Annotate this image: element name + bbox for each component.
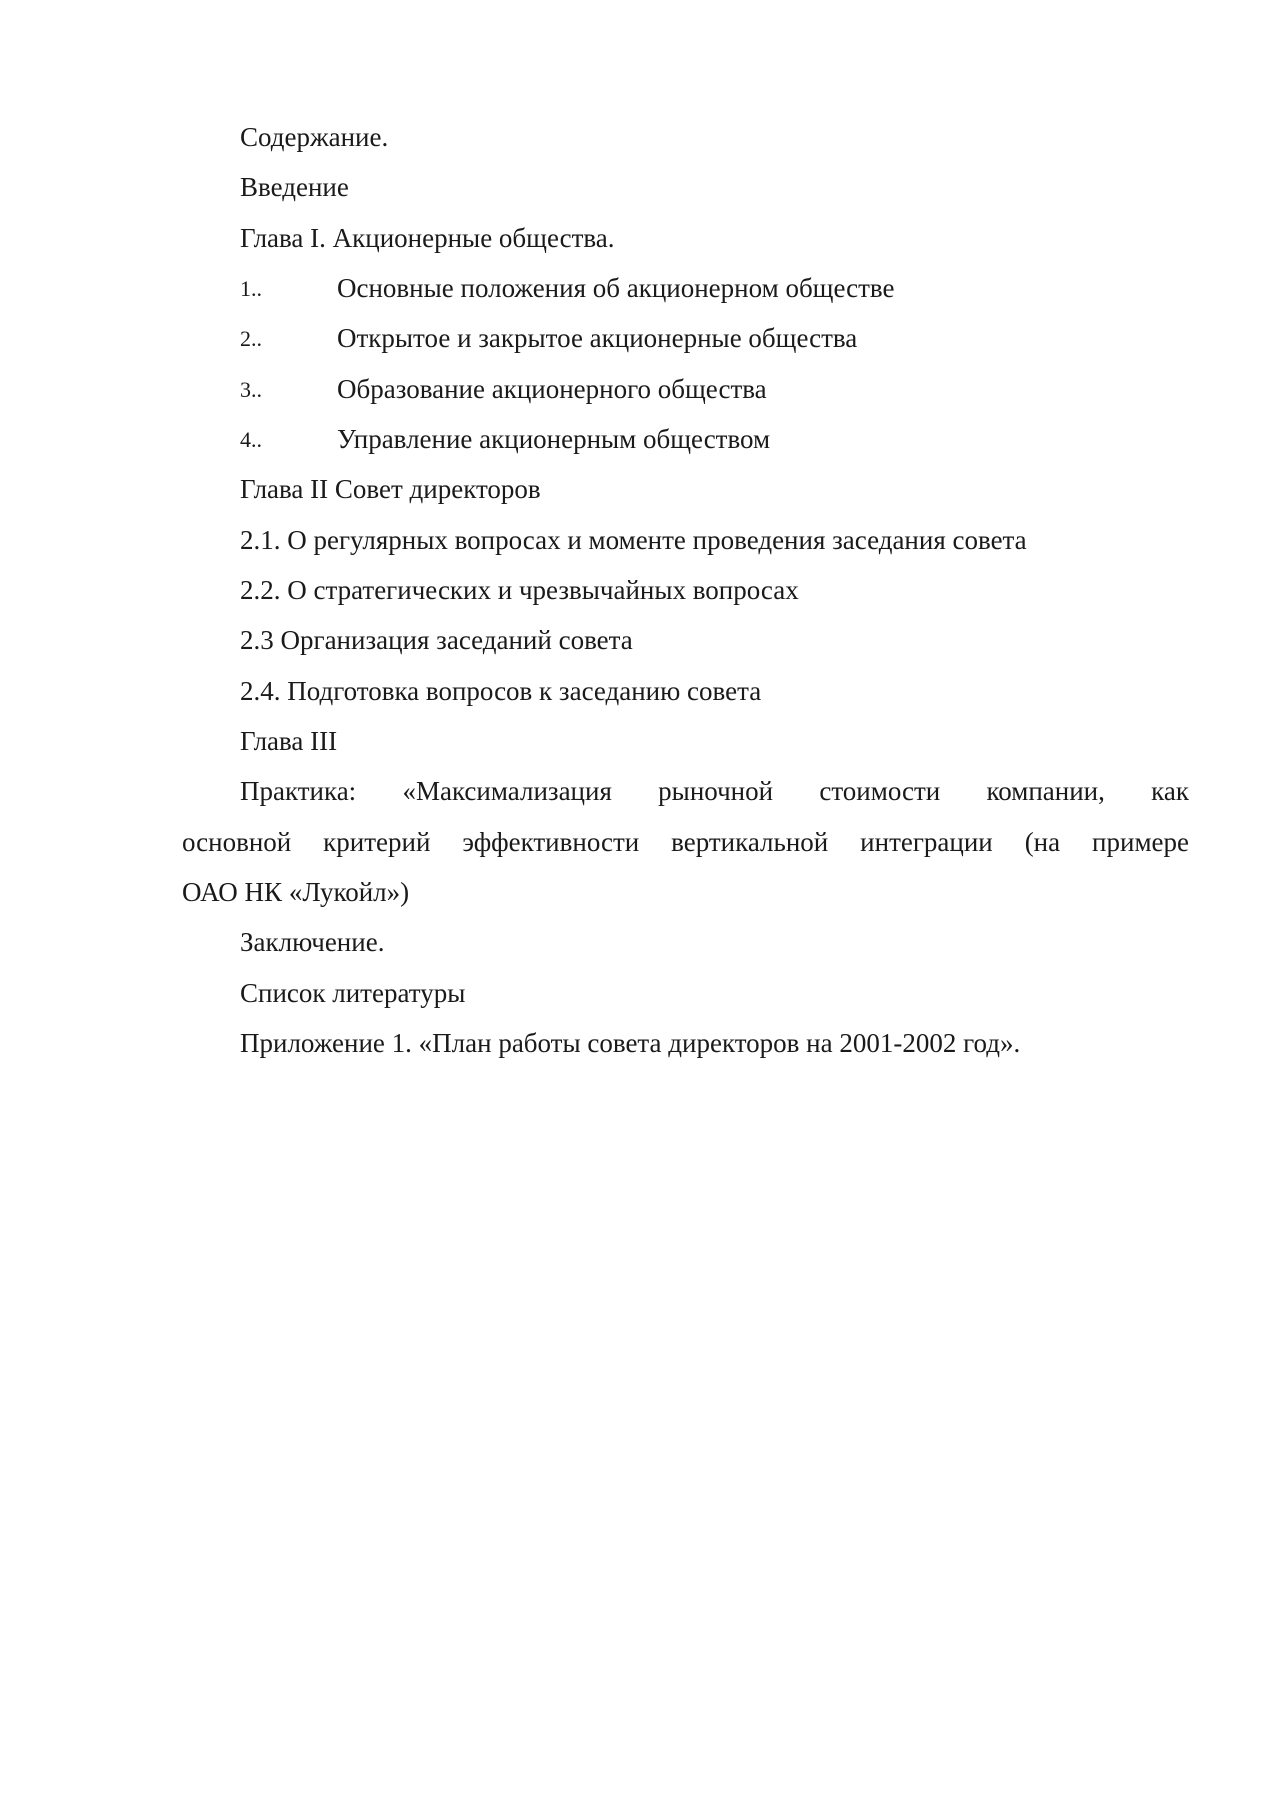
chapter-2-item-3: 2.3 Организация заседаний совета <box>240 625 633 655</box>
toc-introduction: Введение <box>240 172 349 202</box>
chapter-1-title: Глава I. Акционерные общества. <box>240 223 615 253</box>
chapter-1-item-3-number: 3.. <box>240 377 262 402</box>
toc-heading: Содержание. <box>240 122 389 152</box>
chapter-1-item-1-number: 1.. <box>240 276 262 301</box>
chapter-2-title: Глава II Совет директоров <box>240 474 541 504</box>
chapter-1-item-4-number: 4.. <box>240 427 262 452</box>
chapter-2-item-1: 2.1. О регулярных вопросах и моменте проведения заседания совета <box>240 525 1027 555</box>
chapter-1-item-2-text: Открытое и закрытое акционерные общества <box>337 323 858 353</box>
chapter-1-item-2-number: 2.. <box>240 326 262 351</box>
practice-line-1: Практика: «Максимализация рыночной стоимости компании, как <box>240 776 1189 806</box>
chapter-2-item-4: 2.4. Подготовка вопросов к заседанию совета <box>240 676 762 706</box>
chapter-1-item-3-text: Образование акционерного общества <box>337 374 767 404</box>
chapter-3-title: Глава III <box>240 726 338 756</box>
chapter-1-item-1-text: Основные положения об акционерном обществе <box>337 273 895 303</box>
chapter-1-item-4-text: Управление акционерным обществом <box>337 424 771 454</box>
toc-bibliography: Список литературы <box>240 978 466 1008</box>
chapter-2-item-2: 2.2. О стратегических и чрезвычайных вопросах <box>240 575 799 605</box>
toc-conclusion: Заключение. <box>240 927 385 957</box>
practice-line-2: основной критерий эффективности вертикальной интеграции (на примере <box>182 827 1189 857</box>
practice-line-3: ОАО НК «Лукойл») <box>182 877 410 907</box>
toc-appendix: Приложение 1. «План работы совета директоров на 2001-2002 год». <box>240 1028 1021 1058</box>
